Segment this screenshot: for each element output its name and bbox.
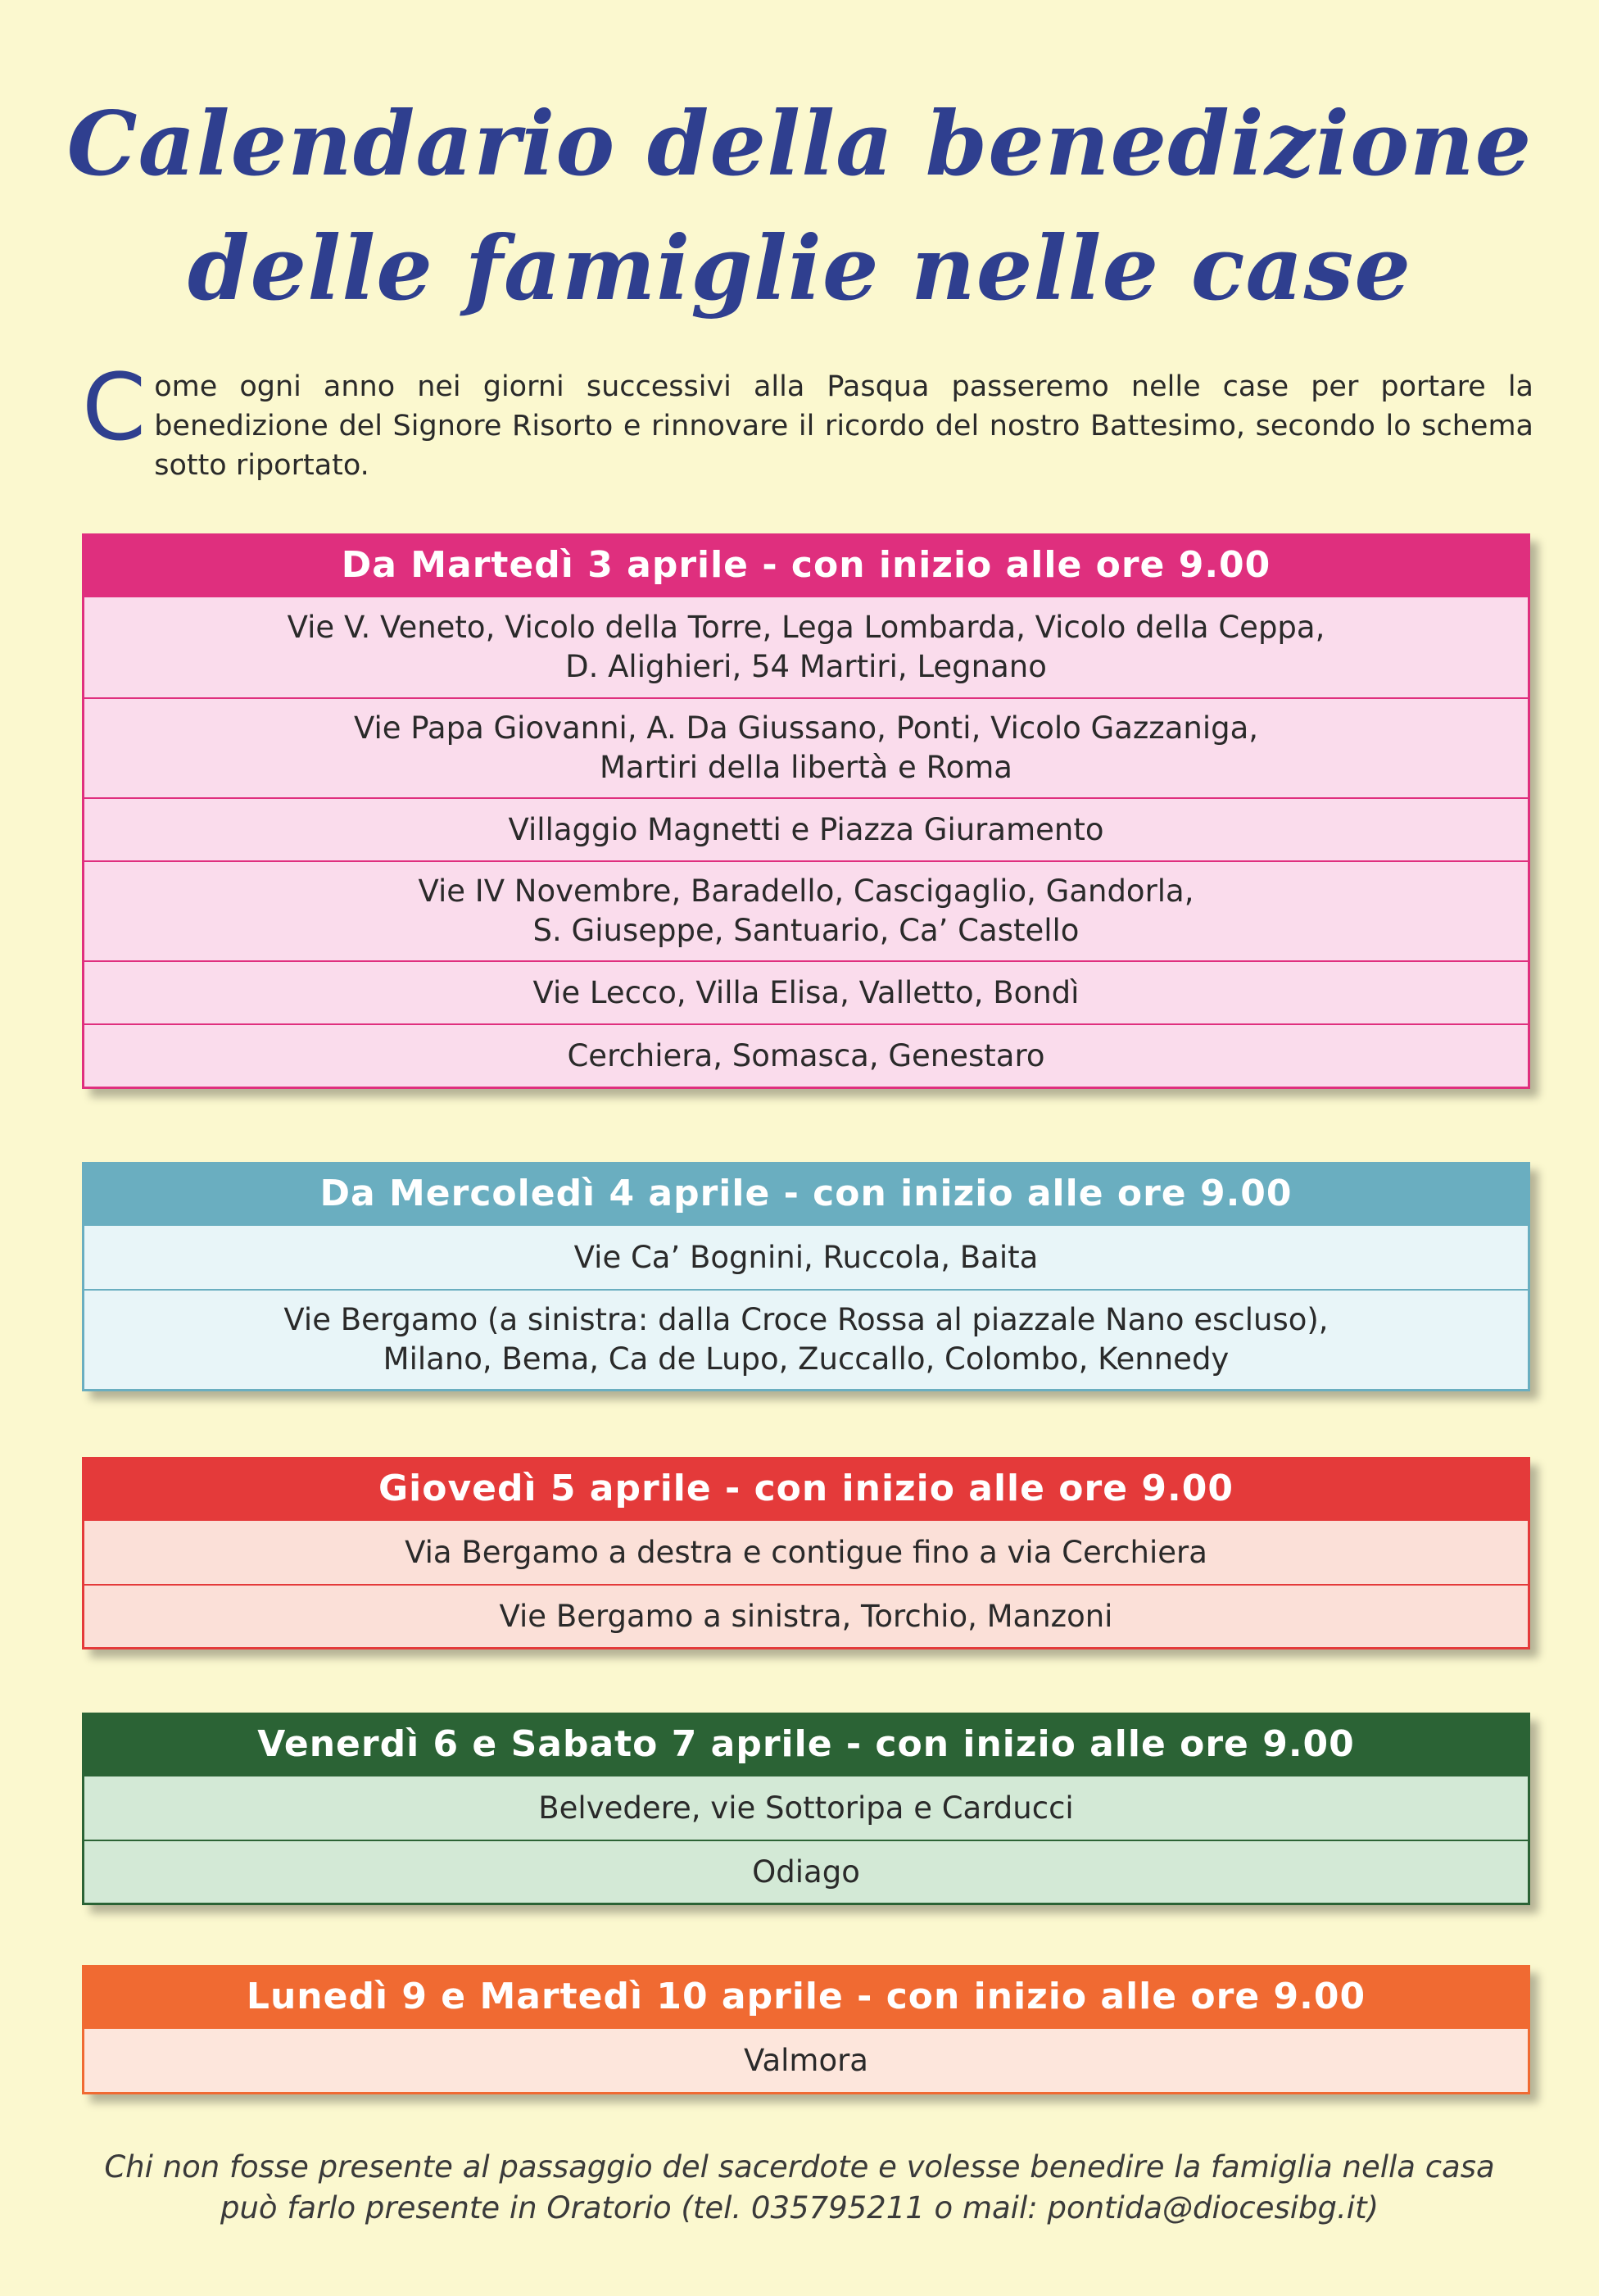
street-row (84, 1289, 1528, 1389)
street-line: Vie V. Veneto, Vicolo della Torre, Lega Lombarda, Vicolo della Ceppa, (287, 610, 1325, 645)
street-line: Valmora (744, 2042, 868, 2078)
street-line: Villaggio Magnetti e Piazza Giuramento (508, 811, 1104, 847)
schedule-rows (82, 597, 1530, 1089)
street-row (84, 1226, 1528, 1289)
page-title (0, 82, 1599, 331)
street-line: Vie Ca’ Bognini, Ruccola, Baita (573, 1239, 1039, 1275)
intro-paragraph (82, 355, 1533, 485)
title-line-2: delle famiglie nelle case (187, 217, 1412, 320)
title-line-1: Calendario della benedizione (66, 93, 1533, 196)
schedule-block-monday-tuesday (82, 1965, 1530, 2094)
street-row (84, 1584, 1528, 1647)
street-line: S. Giuseppe, Santuario, Ca’ Castello (532, 913, 1080, 948)
street-line: D. Alighieri, 54 Martiri, Legnano (565, 649, 1047, 684)
street-line: Milano, Bema, Ca de Lupo, Zuccallo, Colombo, Kennedy (383, 1341, 1230, 1377)
street-line: Belvedere, vie Sottoripa e Carducci (538, 1790, 1074, 1826)
street-line: Martiri della libertà e Roma (600, 750, 1012, 785)
street-row (84, 1840, 1528, 1903)
schedule-block-friday-saturday (82, 1713, 1530, 1905)
footer-note (49, 2147, 1550, 2229)
schedule-header: Da Martedì 3 aprile - con inizio alle ore 9.00 (82, 533, 1530, 597)
street-line: Vie Lecco, Villa Elisa, Valletto, Bondì (532, 974, 1080, 1010)
schedule-block-wednesday-4 (82, 1162, 1530, 1391)
schedule-block-thursday-5 (82, 1457, 1530, 1649)
street-line: Vie Bergamo a sinistra, Torchio, Manzoni (499, 1598, 1113, 1634)
footer-line-1: Chi non fosse presente al passaggio del sacerdote e volesse benedire la famiglia nella casa (104, 2149, 1495, 2185)
street-row (84, 597, 1528, 697)
street-line: Vie IV Novembre, Baradello, Cascigaglio, Gandorla, (418, 873, 1194, 909)
street-row (84, 697, 1528, 797)
street-row (84, 960, 1528, 1023)
street-row (84, 797, 1528, 860)
schedule-header: Lunedì 9 e Martedì 10 aprile - con inizio alle ore 9.00 (82, 1965, 1530, 2029)
intro-dropcap: C (82, 355, 147, 461)
street-line: Vie Papa Giovanni, A. Da Giussano, Ponti, Vicolo Gazzaniga, (353, 710, 1259, 746)
schedule-block-tuesday-3 (82, 533, 1530, 1089)
schedule-rows (82, 2029, 1530, 2094)
street-row (84, 1023, 1528, 1087)
street-row (84, 1776, 1528, 1840)
street-row (84, 2029, 1528, 2092)
street-line: Odiago (752, 1854, 860, 1890)
schedule-header: Giovedì 5 aprile - con inizio alle ore 9.00 (82, 1457, 1530, 1521)
footer-line-2: può farlo presente in Oratorio (tel. 035795211 o mail: pontida@diocesibg.it) (220, 2190, 1379, 2226)
schedule-header: Venerdì 6 e Sabato 7 aprile - con inizio alle ore 9.00 (82, 1713, 1530, 1776)
street-row (84, 1521, 1528, 1584)
schedule-rows (82, 1226, 1530, 1391)
schedule-rows (82, 1776, 1530, 1905)
schedule-header: Da Mercoledì 4 aprile - con inizio alle ore 9.00 (82, 1162, 1530, 1226)
intro-text: ome ogni anno nei giorni successivi alla Pasqua passeremo nelle case per portare la benedizione del Signore Risorto e rinnovare il ricordo del nostro Battesimo, secondo lo schema sotto riportato. (154, 370, 1533, 482)
schedule-rows (82, 1521, 1530, 1649)
street-line: Vie Bergamo (a sinistra: dalla Croce Rossa al piazzale Nano escluso), (283, 1302, 1329, 1337)
street-line: Via Bergamo a destra e contigue fino a via Cerchiera (405, 1534, 1207, 1570)
street-row (84, 860, 1528, 960)
street-line: Cerchiera, Somasca, Genestaro (567, 1037, 1045, 1073)
